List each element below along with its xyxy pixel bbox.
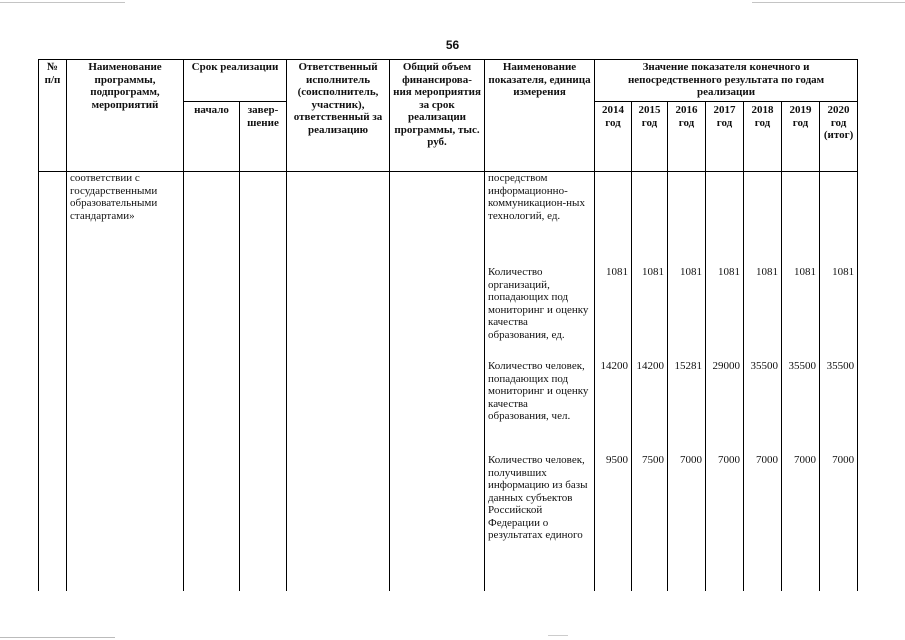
header-year: 2017 год [706,102,744,172]
value-cell: 1081 [642,266,665,278]
value-cell: 1081 [794,266,817,278]
value-cell: 7000 [794,454,817,466]
cell-funding [390,172,485,592]
value-cell: 1081 [756,266,779,278]
header-values-title: Значение показателя конечного и непосредственного результата по годам реализации [595,60,858,102]
cell-year-2015 [632,172,668,592]
cell-num [39,172,67,592]
cell-year-2019 [782,172,820,592]
header-year: 2019 год [782,102,820,172]
header-name: Наименование программы, подпрограмм, мероприятий [67,60,184,172]
value-cell: 7500 [642,454,665,466]
value-cell: 1081 [606,266,629,278]
value-cell: 14200 [636,360,665,372]
value-cell: 29000 [712,360,741,372]
header-funding: Общий объем финансирова-ния мероприятия за срок реализации программы, тыс. руб. [390,60,485,172]
program-table [38,59,858,591]
header-num: № п/п [39,60,67,172]
value-cell: 1081 [718,266,741,278]
cell-year-2018 [744,172,782,592]
cell-end [240,172,287,592]
value-cell: 7000 [832,454,855,466]
value-cell: 1081 [680,266,703,278]
value-cell: 7000 [718,454,741,466]
cell-year-2016 [668,172,706,592]
cell-indicators [485,172,595,592]
scan-edge-mark [752,2,905,3]
scan-edge-mark [0,637,115,638]
value-cell: 35500 [826,360,855,372]
value-cell: 35500 [750,360,779,372]
indicator-text: Количество организаций, попадающих под мониторинг и оценку качества образования, ед. [488,266,589,341]
header-period-start: начало [184,102,240,172]
indicator-text: Количество человек, попадающих под мониторинг и оценку качества образования, чел. [488,360,589,422]
indicator-text: посредством информационно-коммуникацион-ных технологий, ед. [488,172,585,222]
cell-year-2017 [706,172,744,592]
header-indicator: Наименование показателя, единица измерения [485,60,595,172]
header-responsible: Ответственный исполнитель (соисполнитель, участник), ответственный за реализацию [287,60,390,172]
header-year: 2018 год [744,102,782,172]
table-row [39,172,858,592]
value-cell: 15281 [674,360,703,372]
value-cell: 35500 [788,360,817,372]
indicator-text: Количество человек, получивших информацию из базы данных субъектов Российской Федерации о результатах единого [488,454,588,541]
value-cell: 14200 [600,360,629,372]
header-period-end: завер-шение [240,102,287,172]
value-cell: 1081 [832,266,855,278]
value-cell: 7000 [680,454,703,466]
header-year: 2014 год [595,102,632,172]
value-cell: 9500 [606,454,629,466]
cell-start [184,172,240,592]
cell-responsible [287,172,390,592]
header-period: Срок реализации [184,60,287,102]
cell-year-2014 [595,172,632,592]
cell-year-2020 [820,172,858,592]
header-year: 2016 год [668,102,706,172]
value-cell: 7000 [756,454,779,466]
scan-edge-mark [0,2,125,3]
page-number: 56 [445,38,460,52]
header-year: 2015 год [632,102,668,172]
cell-name: соответствии с государственными образовательными стандартами» [67,172,184,592]
scan-edge-mark [548,635,568,636]
header-year: 2020 год (итог) [820,102,858,172]
